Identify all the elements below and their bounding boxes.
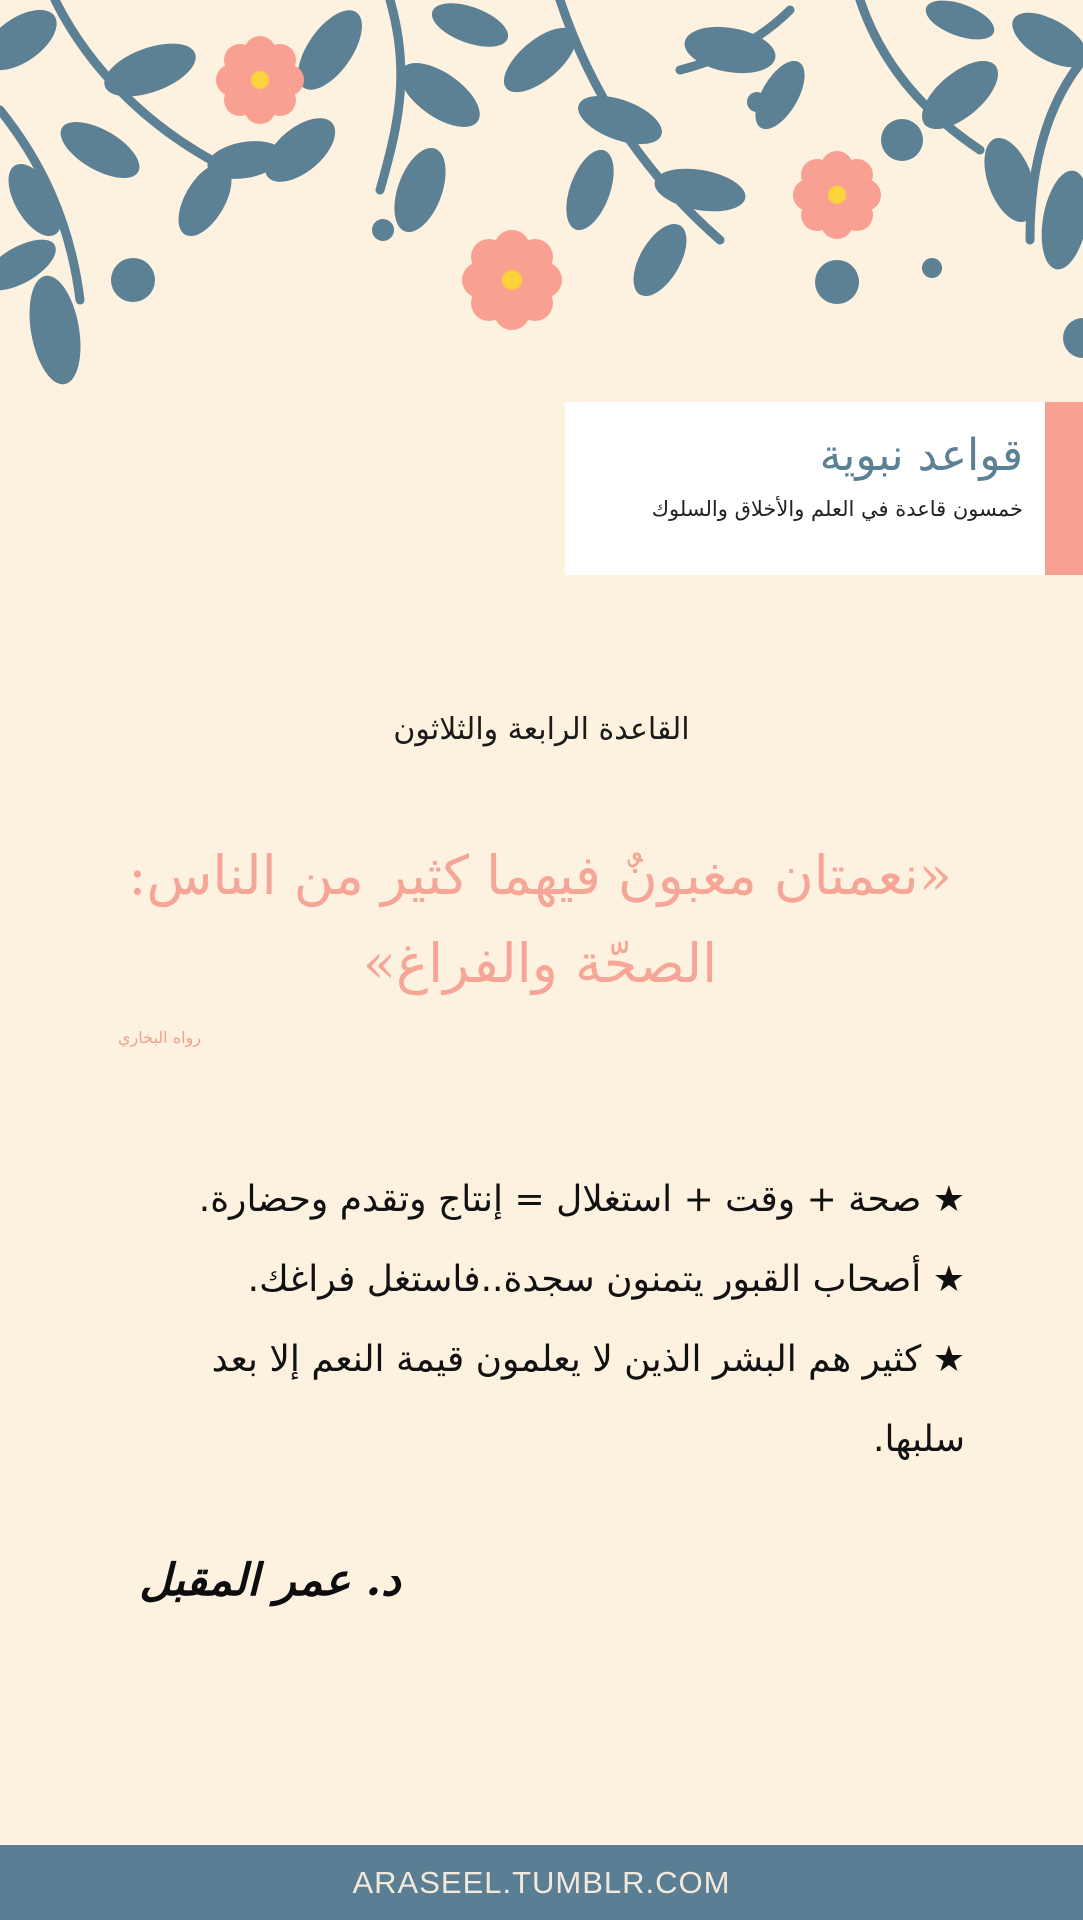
footer-link[interactable]: ARASEEL.TUMBLR.COM: [352, 1864, 731, 1900]
rule-heading: القاعدة الرابعة والثلاثون: [393, 712, 690, 747]
point-item: ★ كثير هم البشر الذين لا يعلمون قيمة النعم إلا بعد سلبها.: [211, 1339, 965, 1460]
title-card: [565, 402, 1045, 575]
points-list: [110, 1160, 965, 1480]
point-item: ★ صحة + وقت + استغلال = إنتاج وتقدم وحضارة.: [198, 1179, 965, 1220]
point-item: ★ أصحاب القبور يتمنون سجدة..فاستغل فراغك.: [247, 1259, 965, 1300]
card-subtitle: خمسون قاعدة في العلم والأخلاق والسلوك: [651, 496, 1023, 521]
title-accent-bar: [1045, 402, 1083, 575]
hadith-quote: «نعمتان مغبونٌ فيهما كثير من الناس: الصحّة والفراغ»: [128, 844, 952, 995]
hadith-source: رواه البخاري: [118, 1028, 201, 1047]
footer-bar: [0, 1845, 1083, 1920]
floral-decoration: [0, 0, 1083, 400]
author-signature: د. عمر المقبل: [139, 1555, 401, 1606]
card-title: قواعد نبوية: [819, 430, 1023, 481]
